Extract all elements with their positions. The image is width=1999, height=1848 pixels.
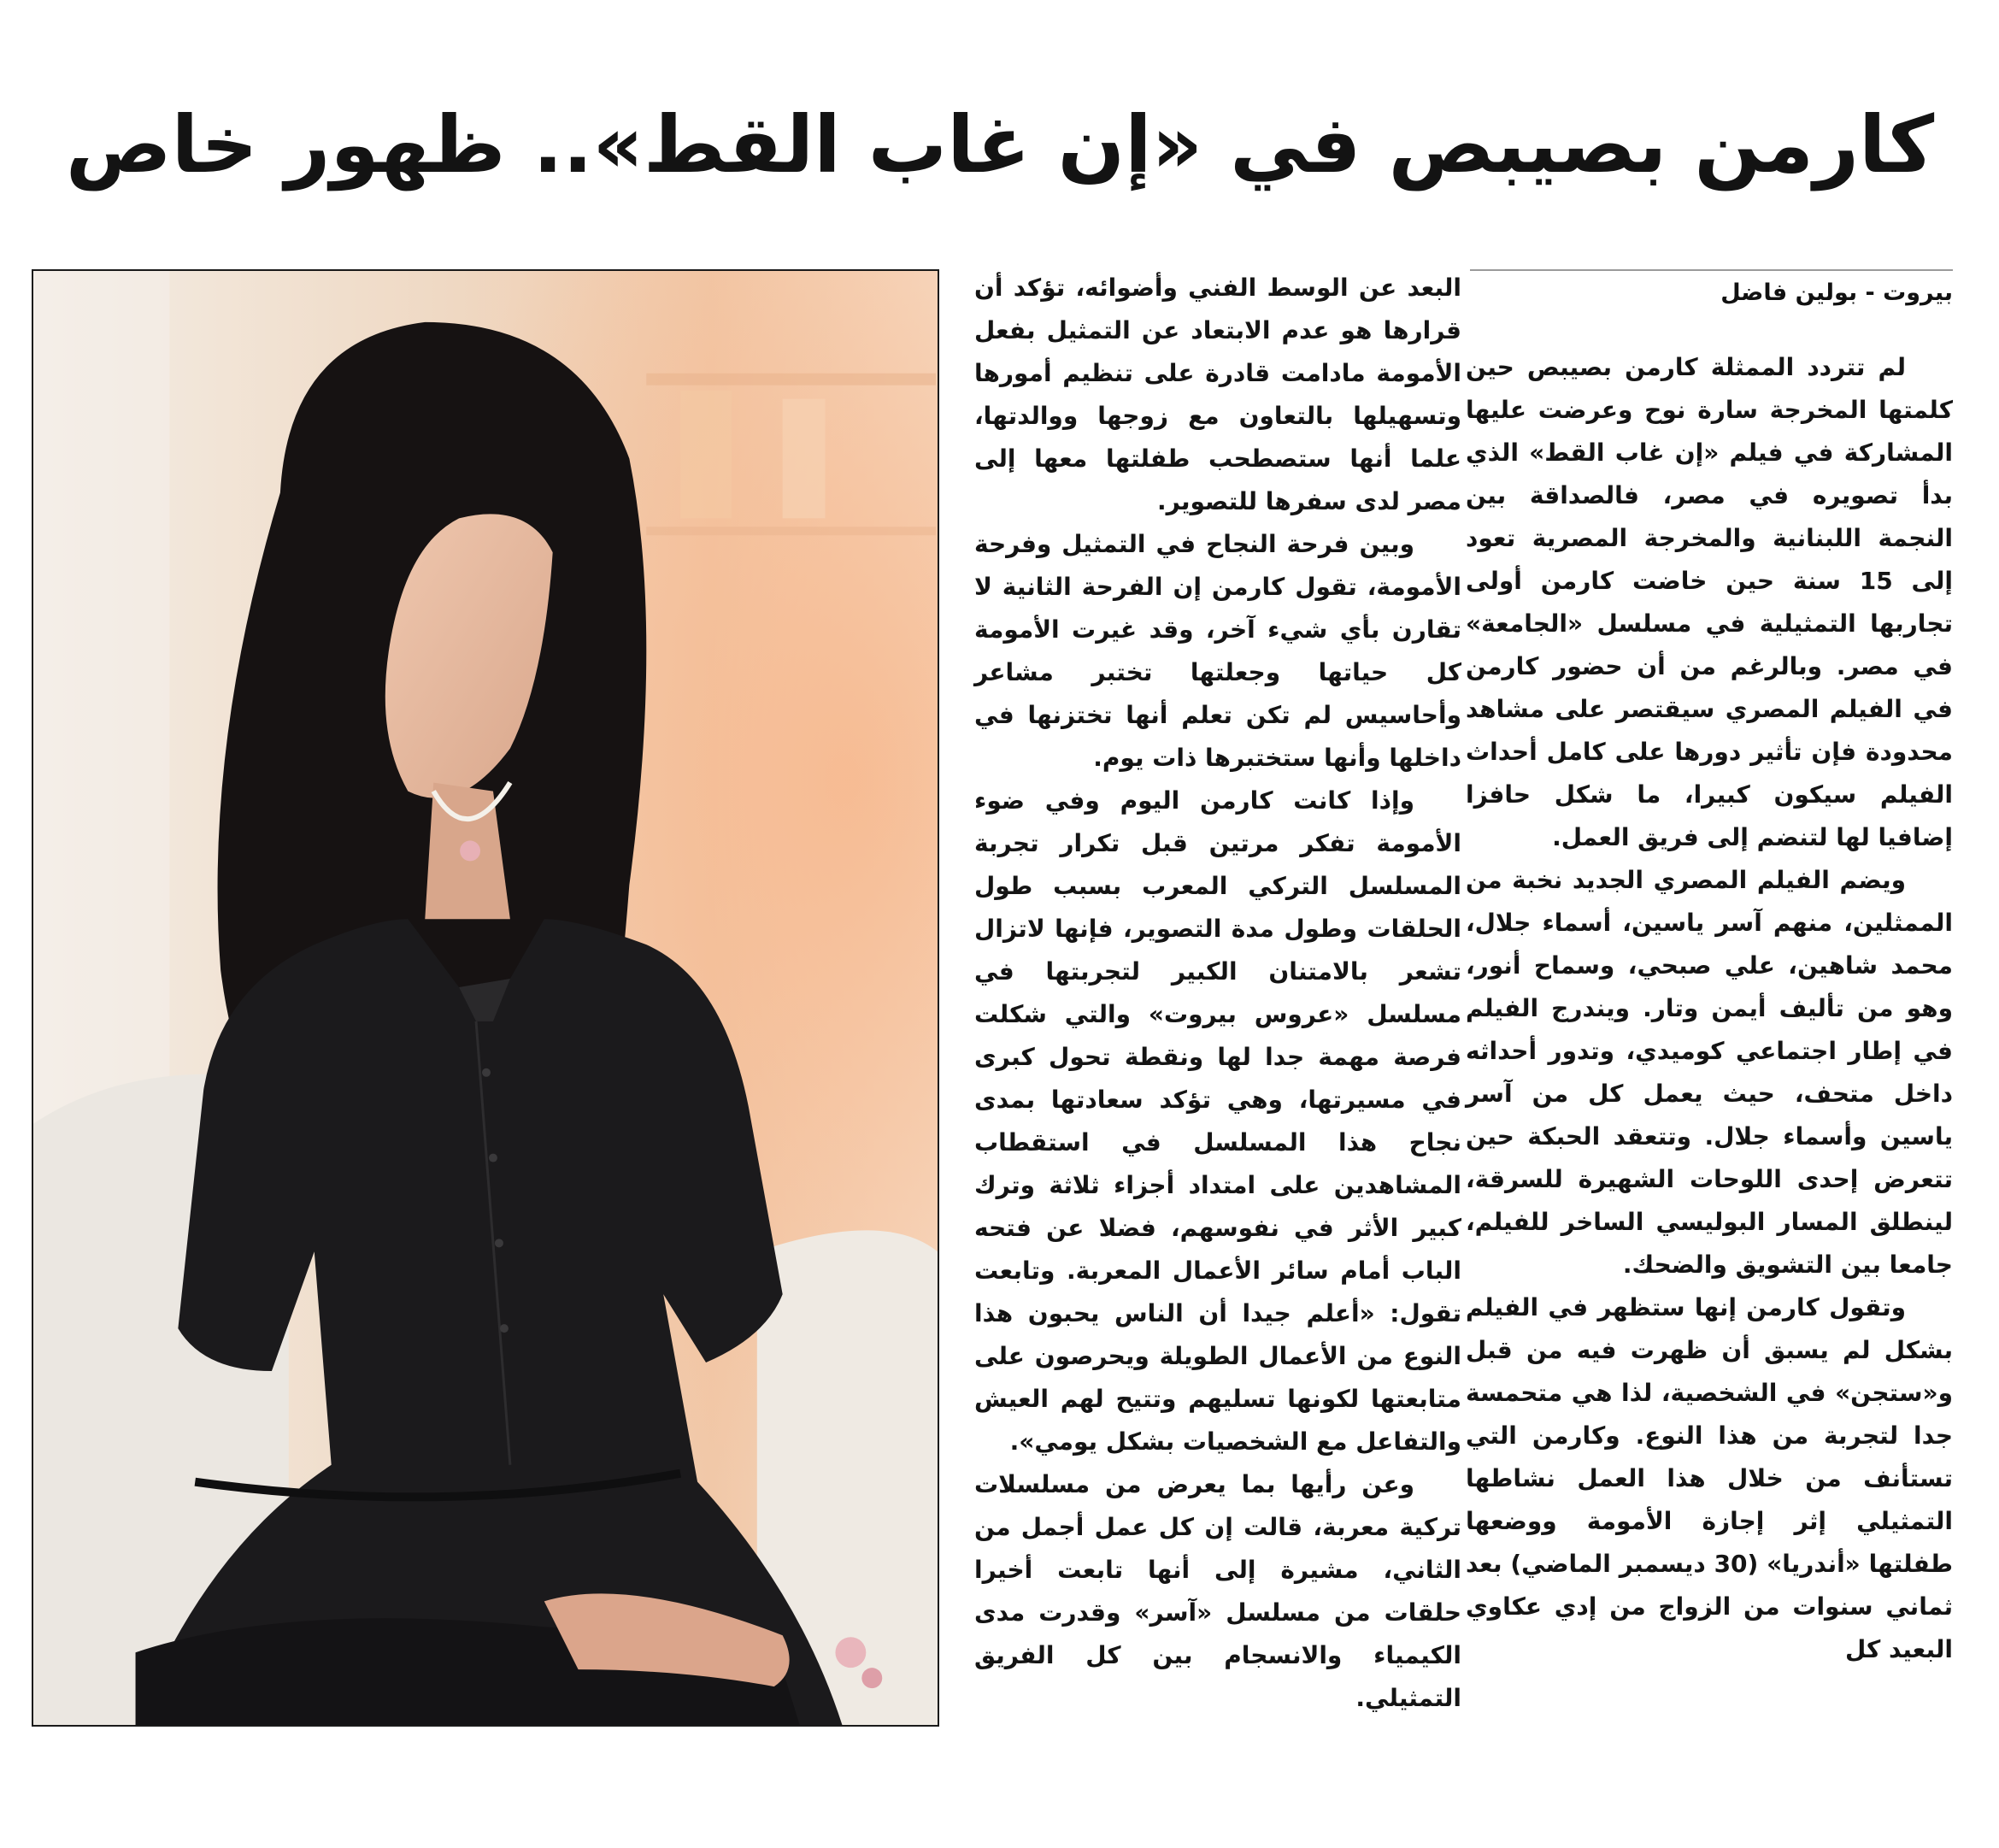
portrait-illustration	[33, 271, 938, 1725]
paragraph: وعن رأيها بما يعرض من مسلسلات تركية معربة، قالت إن كل عمل أجمل من الثاني، مشيرة إلى أنها تابعت أخيرا حلقات من مسلسل «آسر» وقدرت مدى الكيمياء والانسجام بين كل الفريق التمثيلي.	[974, 1470, 1461, 1712]
paragraph: لم تتردد الممثلة كارمن بصيبص حين كلمتها المخرجة سارة نوح وعرضت عليها المشاركة في فيلم «إن غاب القط» الذي بدأ تصويره في مصر، فالصداقة بين النجمة اللبنانية والمخرجة المصرية تعود إلى 15 سنة حين خاضت كارمن أولى تجاربها التمثيلية في مسلسل «الجامعة» في مصر. وبالرغم من أن حضور كارمن في الفيلم المصري سيقتصر على مشاهد محدودة فإن تأثير دورها على كامل أحداث الفيلم سيكون كبيرا، ما شكل حافزا إضافيا لها لتنضم إلى فريق العمل.	[1466, 353, 1953, 851]
article-column-middle	[974, 267, 1461, 1727]
paragraph: البعد عن الوسط الفني وأضوائه، تؤكد أن قرارها هو عدم الابتعاد عن التمثيل بفعل الأمومة مادامت قادرة على تنظيم أمورها وتسهيلها بالتعاون مع زوجها ووالدتها، علما أنها ستصطحب طفلتها معها إلى مصر لدى سفرها للتصوير.	[974, 274, 1461, 515]
byline: بيروت - بولين فاضل	[1470, 269, 1953, 312]
paragraph: وإذا كانت كارمن اليوم وفي ضوء الأمومة تفكر مرتين قبل تكرار تجربة المسلسل التركي المعرب بسبب طول الحلقات وطول مدة التصوير، فإنها لاتزال تشعر بالامتنان الكبير لتجربتها في مسلسل «عروس بيروت» والتي شكلت فرصة مهمة جدا لها ونقطة تحول كبرى في مسيرتها، وهي تؤكد سعادتها بمدى نجاح هذا المسلسل في استقطاب المشاهدين على امتداد أجزاء ثلاثة وترك كبير الأثر في نفوسهم، فضلا عن فتحه الباب أمام سائر الأعمال المعربة. وتابعت تقول: «أعلم جيدا أن الناس يحبون هذا النوع من الأعمال الطويلة ويحرصون على متابعتها لكونها تسليهم وتتيح لهم العيش والتفاعل مع الشخصيات بشكل يومي».	[974, 786, 1461, 1456]
headline: كارمن بصيبص في «إن غاب القط».. ظهور خاص	[65, 99, 1935, 191]
paragraph: ويضم الفيلم المصري الجديد نخبة من الممثلين، منهم آسر ياسين، أسماء جلال، محمد شاهين، علي صبحي، وسماح أنور، وهو من تأليف أيمن وتار. ويندرج الفيلم في إطار اجتماعي كوميدي، وتدور أحداثه داخل متحف، حيث يعمل كل من آسر ياسين وأسماء جلال. وتتعقد الحبكة حين تتعرض إحدى اللوحات الشهيرة للسرقة، لينطلق المسار البوليسي الساخر للفيلم، جامعا بين التشويق والضحك.	[1466, 866, 1953, 1279]
paragraph: وبين فرحة النجاح في التمثيل وفرحة الأمومة، تقول كارمن إن الفرحة الثانية لا تقارن بأي شيء آخر، وقد غيرت الأمومة كل حياتها وجعلتها تختبر مشاعر وأحاسيس لم تكن تعلم أنها تختزنها في داخلها وأنها ستختبرها ذات يوم.	[974, 530, 1461, 772]
article-photo	[32, 269, 939, 1727]
paragraph: وتقول كارمن إنها ستظهر في الفيلم بشكل لم يسبق أن ظهرت فيه من قبل و«ستجن» في الشخصية، لذا هي متحمسة جدا لتجربة من هذا النوع. وكارمن التي تستأنف من خلال هذا العمل نشاطها التمثيلي إثر إجازة الأمومة ووضعها طفلتها «أندريا» (30 ديسمبر الماضي) بعد ثماني سنوات من الزواج من إدي عكاوي البعيد كل	[1466, 1293, 1953, 1663]
article-column-right	[1466, 346, 1953, 1731]
